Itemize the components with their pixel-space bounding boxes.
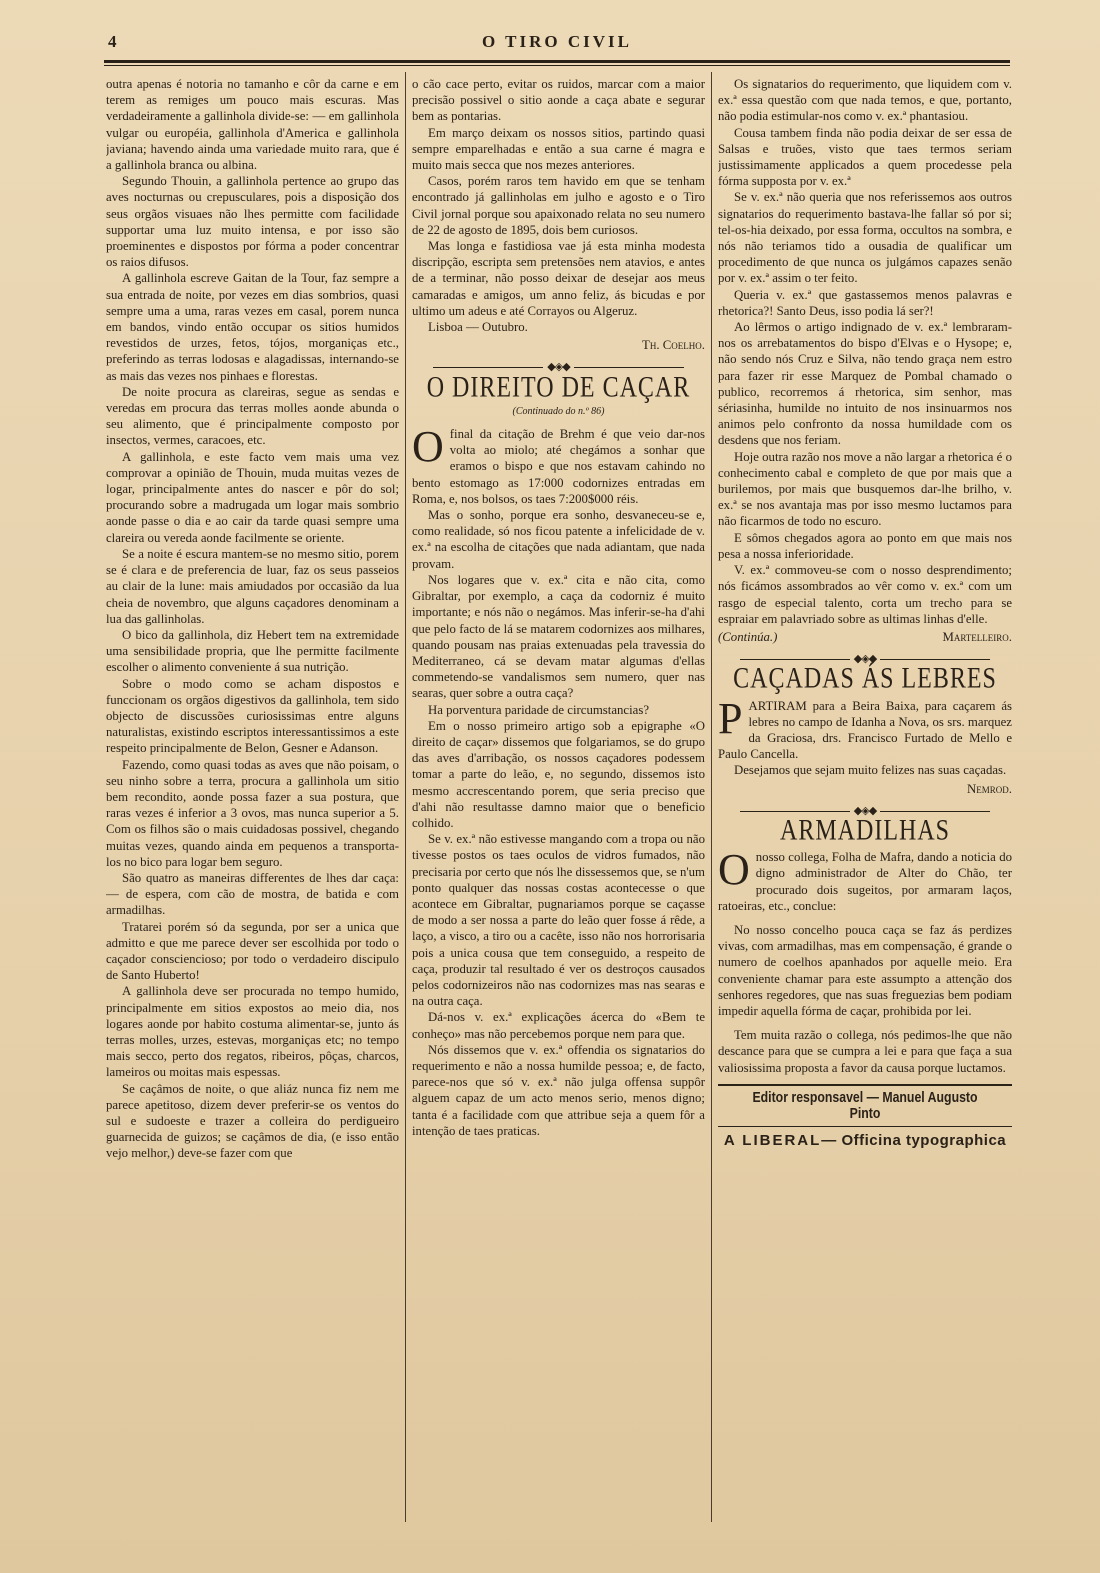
editor-line: Editor responsavel — Manuel Augusto Pinto [752,1088,978,1122]
paragraph: São quatro as maneiras differentes de lhes dar caça: — de espera, com cão de mostra, de batida e com armadilhas. [106,870,399,918]
article-signature: Nemrod. [967,781,1012,796]
paragraph: Mas o sonho, porque era sonho, desvaneceu-se e, como realidade, só nos ficou patente a infelicidade de v. ex.ª na escolha de citações que nada adiantam, que nada provam. [412,508,705,571]
paragraph: Tem muita razão o collega, nós pedimos-lhe que não descance para que se cumpra a lei e para que faça a sua valiosissima proposta a favor da causa porque luctamos. [718,1028,1012,1075]
printer-name: A LIBERAL [723,1132,822,1150]
paragraph: Lisboa — Outubro. [428,320,528,335]
header-rule-thin [104,65,1010,66]
article-signature: Th. Coelho. [642,338,705,353]
section-ornament: ◆◈◆ [412,359,705,375]
paragraph: Os signatarios do requerimento, que liquidem com v. ex.ª essa questão com que nada temos, e que, portanto, não podia estimular-nos como v. ex.ª phantasiou. [718,77,1012,124]
paragraph: V. ex.ª commoveu-se com o nosso desprendimento; nós ficámos assombrados ao vêr como v. ex.ª com um rasgo de especial talento, corta um trecho para se espraiar em palavriado sobre as ultimas linhas d'elle. [718,563,1012,626]
paragraph: Se a noite é escura mantem-se no mesmo sitio, porem se é clara e de preferencia de luar, faz os seus passeios au clair de la lune: mais amiudados por occasião da lua cheia de novembro, que alguns caçadores denominam a lua das gallinholas. [106,546,399,626]
paragraph: Cousa tambem finda não podia deixar de ser essa de Salsas e truões, visto que taes termos seriam justissimamente applicados a quem procedesse pela fórma supposta por v. ex.ª [718,125,1012,189]
drop-cap: O [718,845,750,895]
paragraph: Fazendo, como quasi todas as aves que não poisam, o seu ninho sobre a terra, procura a gallinhola um sitio bem recondito, aonde possa fazer a sua postura, que raras vezes é inferior a 3 ovos, mas nunca superior a 5. Com os filhos são o mais cuidadosas possivel, chegando muitas vezes, quando ainda em pequenos a transporta-los no bico para logar bem seguro. [106,757,399,869]
quoted-paragraph: No nosso concelho pouca caça se faz ás perdizes vivas, com armadilhas, mas em compensação, é grande o numero de coelhos apanhados por aquelle meio. Era conveniente chamar para este assumpto a attenção dos senhores regedores, que nas suas freguezias bem podiam impedir aquella fórma de caçar, prohibida por lei. [718,922,1012,1018]
paragraph: Casos, porém raros tem havido em que se tenham encontrado já gallinholas em julho e agosto e o Tiro Civil jornal porque sou apaixonado relata no seu numero de 22 de agosto de 1895, dois bem curiosos. [412,174,705,237]
paragraph-text: nosso collega, Folha de Mafra, dando a noticia do digno administrador de Alter do Chão, ter procurado dois sugeitos, por armaram laços, ratoeiras, etc., conclue: [718,850,1012,913]
paragraph: outra apenas é notoria no tamanho e côr da carne e em terem as remiges um pouco mais escuras. Mas verdadeiramente a gallinhola divide-se: — em gallinhola vulgar ou européia, gallinhola d'America e gallinhola javiana; havendo ainda uma variedade muito rara, que é a gallinhola branca ou albina. [106,77,399,173]
paragraph: Hoje outra razão nos move a não largar a rhetorica é o conhecimento cabal e completo de que por mais que a burilemos, por mais que busquemos dar-lhe brilho, v. ex.ª se nos avantaja mas por isso mesmo luctamos para não ficarmos de todo no escuro. [718,449,1012,529]
paragraph: A gallinhola escreve Gaitan de la Tour, faz sempre a sua entrada de noite, por vezes em dias sombrios, quasi sempre uma a uma, raras vezes em casal, porem nunca em bandos, vindo então occupar os sitios humidos revestidos de urzes, fetos, tójos, morganiças etc., preferindo as terras lodosas e alagadissas, internando-se as mais das vezes nos pinhaes e florestas. [106,271,399,383]
paragraph: Nós dissemos que v. ex.ª offendia os signatarios do requerimento e não a nossa humilde pessoa; e, de facto, parece-nos que só v. ex.ª não julga offensa suppôr alguem capaz de um acto menos serio, menos digno; tanta é a facilidade com que attribue seja a quem fôr a intenção de taes praticas. [412,1042,705,1138]
paragraph: Segundo Thouin, a gallinhola pertence ao grupo das aves nocturnas ou crepusculares, pois a disposição dos seus orgãos visuaes não lhes permitte com facilidade supportar uma luz muito intensa, e por isso são proeminentes e dispostos por fórma a poder concentrar os raios difusos. [106,174,399,270]
paragraph: Desejamos que sejam muito felizes nas suas caçadas. [734,763,1007,778]
section-ornament: ◆◈◆ [718,803,1012,819]
drop-cap: O [412,422,444,472]
footer-rule [718,1084,1012,1086]
paragraph: E sômos chegados agora ao ponto em que mais nos pesa a nossa inferioridade. [718,530,1012,561]
paragraph: A gallinhola deve ser procurada no tempo humido, principalmente em sitios expostos ao meio dia, nos logares aonde por habito costuma alimentar-se, junto ás terras molles, urzes, estevas, morganiças etc; no tempo mais secco, perto dos regatos, ribeiros, pôças, charcos, lameiros ou moitas mais espessas. [106,984,399,1080]
paragraph: Queria v. ex.ª que gastassemos menos palavras e rhetorica?! Santo Deus, isso podia lá ser?! [718,287,1012,318]
footer-rule-thin [718,1126,1012,1127]
section-title: O DIREITO DE CAÇAR [426,371,691,404]
paragraph-text: final da citação de Brehm é que veio dar-nos volta ao miolo; até chegámos a sonhar que eramos o bispo e que nos estavam cahindo no bento estomago as 17:000 codornizes entradas em Roma, e, nos bolsos, os taes 7:200$000 réis. [412,427,705,506]
dropcap-paragraph [718,845,1012,914]
section-ornament: ◆◈◆ [718,651,1012,667]
article-signature: Martelleiro. [942,629,1012,644]
dropcap-paragraph [718,693,1012,763]
page-number: 4 [108,32,118,51]
continued-note: (Continúa.) [718,629,778,644]
paragraph: Tratarei porém só da segunda, por ser a unica que admitto e que me parece dever ser escolhida por todo o caçador consciencioso; por todo o verdadeiro discipulo de Santo Huberto! [106,919,399,983]
header-rule [104,60,1010,63]
section-title: ARMADILHAS [779,814,950,848]
paragraph: Mas longa e fastidiosa vae já esta minha modesta discripção, escripta sem pretensões nem atavios, e antes de a terminar, não posso deixar de desejar aos meus camaradas e amigos, um anno feliz, ás bicudas e por ultimo um adeus e até Corrayos ou Algeruz. [412,239,705,318]
drop-cap: P [718,693,743,743]
dropcap-paragraph [412,422,705,507]
column-1 [106,76,399,1516]
paragraph-text: ARTIRAM para a Beira Baixa, para caçarem ás lebres no campo de Idanha a Nova, os srs. marquez da Graciosa, drs. Francisco Furtado de Mello e Paulo Cancella. [718,698,1012,762]
continuation-row [718,629,1012,645]
page-header [104,30,1010,64]
printer-rest: — Officina typographica [821,1132,1007,1150]
paragraph: Se caçâmos de noite, o que aliáz nunca fiz nem me parece apetitoso, dizem dever preferir-se os ventos do sul e sudoeste e trazer a colleira do perdigueiro guarnecida de guizos; se caçâmos de dia, (e isso então vejo melhor,) deve-se fazer com que [106,1081,399,1161]
paragraph: Em o nosso primeiro artigo sob a epigraphe «O direito de caçar» dissemos que folgariamos, se do grupo das aves d'arribação, os nossos caçadores podessem tomar a parte do leão, e, no segundo, dissemos isto mesmo accrescentando porem, que seria preciso que d'ahi não resultasse damno maior que o beneficio colhido. [412,718,705,830]
section-title: CAÇADAS ÁS LEBRES [733,663,997,696]
column-divider-1 [405,72,406,1522]
printer-line [718,1133,1012,1149]
paragraph: Ha porventura paridade de circumstancias? [428,702,649,717]
paragraph: Se v. ex.ª não queria que nos referissemos aos outros signatarios do requerimento bastava-lhe fallar só por si; tel-os-hia deixado, por essa forma, occultos na sombra, e nós não teriamos tido a ousadia de qualificar um procedimento de que nunca os julgámos capazes senão por v. ex.ª assim o ter feito. [718,190,1012,286]
paragraph: Em março deixam os nossos sitios, partindo quasi sempre emparelhadas e então a sua carne é magra e muito mais secca que nos mezes anteriores. [412,125,705,173]
paragraph: Dá-nos v. ex.ª explicações ácerca do «Bem te conheço» mas não percebemos porque nem para que. [412,1010,705,1041]
paragraph: A gallinhola, e este facto vem mais uma vez comprovar a opinião de Thouin, muda muitas vezes de logar, principalmente antes do nascer e pôr do sol; procurando sobre a madrugada um logar mais sombrio aonde passe o dia e ao cair da tarde quasi sempre uma clareira ou vereda aonde facilmente se oriente. [106,449,399,545]
column-2 [412,76,705,1516]
column-3 [718,76,1012,1516]
paragraph: Ao lêrmos o artigo indignado de v. ex.ª lembraram-nos os arrebatamentos do bispo d'Elvas e o Hysope; e, não sendo nós Cruz e Silva, não tendo graça nem estro para fazer rir esse Marquez de Pombal chamado o publico, recorremos á rhetorica, sim senhor, mas sériasinha, humilde no intuito de nos insinuarmos nos animos pelo confronto da nossa humildade com os desdens que nos feriam. [718,320,1012,448]
column-divider-2 [711,72,712,1522]
section-continuation-note: (Continuado do n.º 86) [512,405,605,417]
paragraph: o cão cace perto, evitar os ruidos, marcar com a maior precisão possivel o sitio aonde a caça abate e segurar bem as pontarias. [412,77,705,124]
paragraph: De noite procura as clareiras, segue as sendas e veredas em procura das terras molles aonde abunda o seu alimento, que é principalmente composto por insectos, vermes, caracoes, etc. [106,384,399,448]
paragraph: O bico da gallinhola, diz Hebert tem na extremidade uma sensibilidade propria, que lhe permitte facilmente escolher o alimento conveniente á sua nutrição. [106,627,399,675]
paragraph: Nos logares que v. ex.ª cita e não cita, como Gibraltar, por exemplo, a caça da codorniz é muito importante; e nós não o negámos. Mas inferir-se-ha d'ahi que pelo facto de lá se matarem codornizes aos milhares, quando pousam nas praias extenuadas pela travessia do Mediterraneo, cá se devam matar algumas d'ellas commetendo-se vandalismos sem numero, quer nas searas, quer sobre a outra caça? [412,572,705,701]
masthead-title: O TIRO CIVIL [482,32,632,51]
paragraph: Se v. ex.ª não estivesse mangando com a tropa ou não tivesse postos os taes oculos de vidros fumados, não precisaria por certo que nós lhe dissessemos que, se n'um ponto qualquer das nossas costas acontecesse o que acontece em Gibraltar, pugnariamos porque se caçasse de modo a ser nossa a parte do leão quer fosse á rêde, a laço, a visco, a tiro ou a cacête, isso não nos horrorisaria pois a unica cousa que tem conseguido, a respeito de caça, produzir tal resultado é ver os destroços causados pelos codornizeiros não nas codornizes mas nas searas e na outra caça. [412,832,705,1009]
paragraph: Sobre o modo como se acham dispostos e funccionam os orgãos digestivos da gallinhola, tem sido objecto de discussões curiosissimas entre alguns naturalistas, existindo escriptos interessantissimos a este respeito principalmente de Belon, Gesner e Adanson. [106,676,399,756]
